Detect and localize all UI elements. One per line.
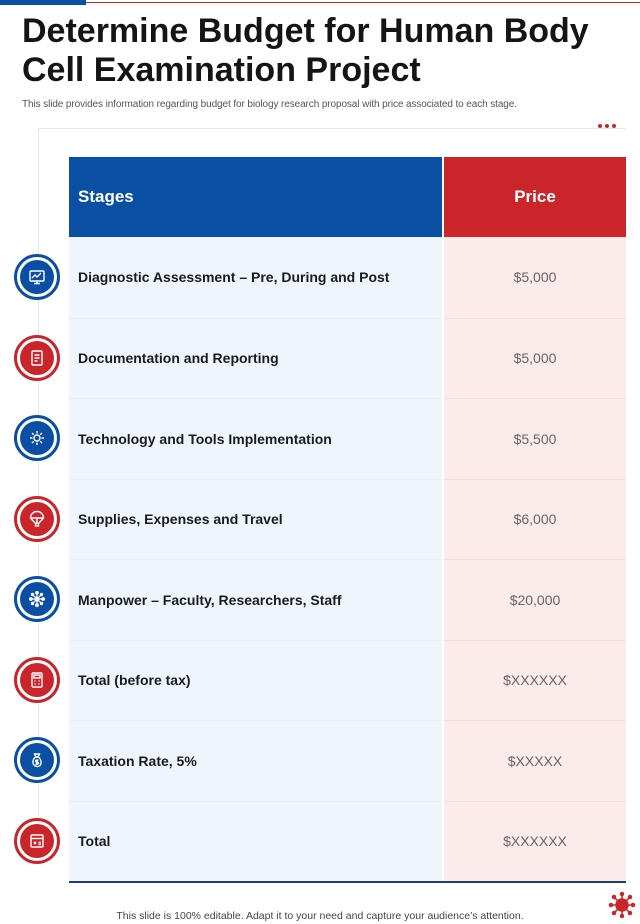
header-stages: Stages — [69, 157, 442, 237]
stage-cell: Manpower – Faculty, Researchers, Staff — [69, 559, 442, 640]
page-title: Determine Budget for Human Body Cell Examination Project — [22, 12, 589, 89]
table-row — [69, 237, 626, 318]
header-price: Price — [444, 157, 626, 237]
stage-cell: Diagnostic Assessment – Pre, During and Post — [69, 237, 442, 318]
price-cell: $6,000 — [444, 479, 626, 560]
row-icon-badge — [14, 496, 60, 542]
table-row — [69, 479, 626, 560]
top-accent-line — [86, 2, 640, 3]
calculator-icon — [28, 671, 46, 689]
price-cell: $20,000 — [444, 559, 626, 640]
budget-table — [69, 157, 626, 883]
price-cell: $XXXXXX — [444, 640, 626, 721]
stage-cell: Documentation and Reporting — [69, 318, 442, 399]
table-row — [69, 318, 626, 399]
row-icon-badge — [14, 415, 60, 461]
table-row — [69, 801, 626, 882]
price-cell: $5,000 — [444, 318, 626, 399]
network-icon — [28, 590, 46, 608]
table-row — [69, 398, 626, 479]
table-row — [69, 720, 626, 801]
row-icon-badge — [14, 576, 60, 622]
stage-cell: Supplies, Expenses and Travel — [69, 479, 442, 560]
stage-cell: Taxation Rate, 5% — [69, 720, 442, 801]
price-cell: $5,000 — [444, 237, 626, 318]
frame-top-line — [38, 128, 626, 129]
virus-icon — [608, 891, 636, 919]
more-options-icon — [598, 124, 616, 128]
price-cell: $XXXXXX — [444, 801, 626, 882]
top-accent-bar — [0, 0, 86, 5]
stage-cell: Total — [69, 801, 442, 882]
stage-cell: Total (before tax) — [69, 640, 442, 721]
table-header — [69, 157, 626, 237]
monitor-chart-icon — [28, 268, 46, 286]
document-icon — [28, 349, 46, 367]
price-cell: $XXXXX — [444, 720, 626, 801]
row-icon-badge — [14, 818, 60, 864]
row-icon-badge — [14, 737, 60, 783]
page-subtitle: This slide provides information regarding budget for biology research proposal with price associated to each stage. — [22, 99, 517, 110]
table-bottom-border — [69, 881, 626, 883]
row-icon-badge — [14, 335, 60, 381]
price-cell: $5,500 — [444, 398, 626, 479]
table-row — [69, 559, 626, 640]
frame-left-line — [38, 128, 39, 843]
footer-note: This slide is 100% editable. Adapt it to your need and capture your audience’s attention. — [116, 910, 524, 922]
money-bag-icon — [28, 751, 46, 769]
parachute-icon — [28, 510, 46, 528]
row-icon-badge — [14, 657, 60, 703]
invoice-icon — [28, 832, 46, 850]
stage-cell: Technology and Tools Implementation — [69, 398, 442, 479]
table-row — [69, 640, 626, 721]
gear-icon — [28, 429, 46, 447]
row-icon-badge — [14, 254, 60, 300]
